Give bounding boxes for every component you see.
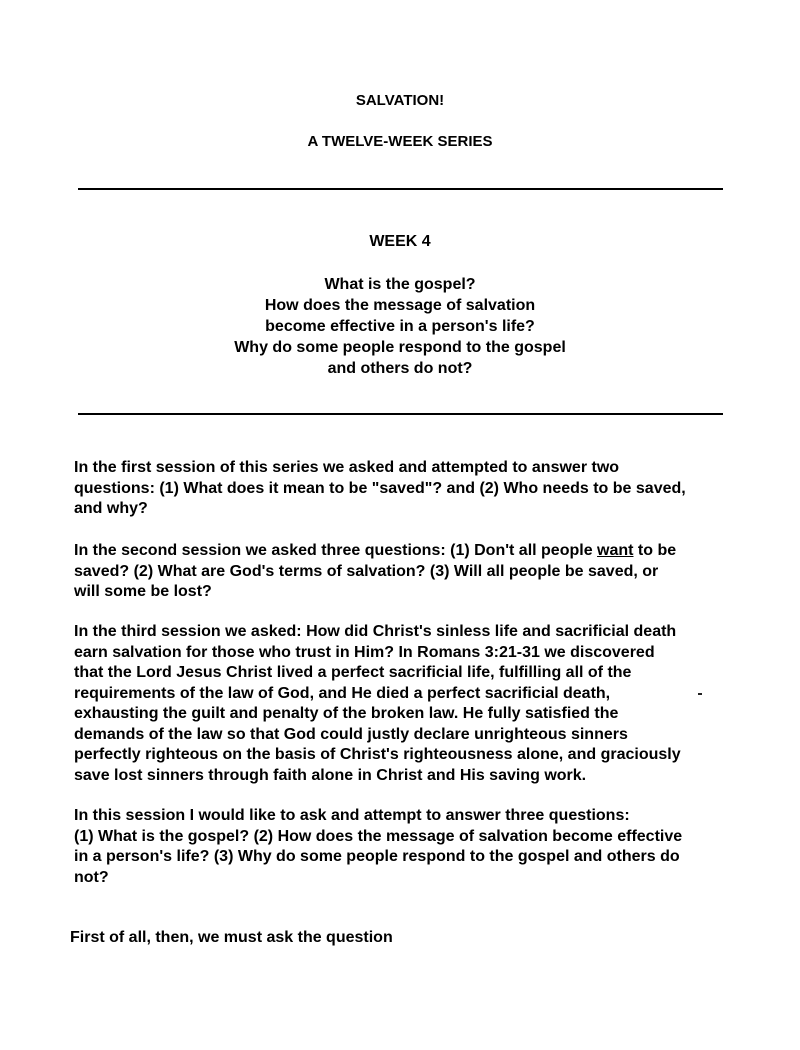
question-line: What is the gospel?	[324, 276, 476, 293]
paragraph-line: exhausting the guilt and penalty of the broken law. He fully satisfied the	[74, 705, 619, 722]
paragraph-line: In the first session of this series we asked and attempted to answer two	[74, 459, 620, 476]
paragraph-this-session	[74, 806, 734, 888]
paragraph-closing	[70, 928, 730, 949]
paragraph-line: In this session I would like to ask and attempt to answer three questions:	[74, 807, 630, 824]
paragraph-line: in a person's life? (3) Why do some people respond to the gospel and others do	[74, 848, 680, 865]
paragraph-third-session	[74, 622, 734, 786]
scan-speck	[698, 693, 702, 695]
paragraph-line	[74, 541, 734, 562]
paragraph-line: In the third session we asked: How did Christ's sinless life and sacrificial death	[74, 623, 677, 640]
paragraph-line: earn salvation for those who trust in Him? In Romans 3:21-31 we discovered	[74, 643, 655, 661]
paragraph-line: questions: (1) What does it mean to be "saved"? and (2) Who needs to be saved,	[74, 479, 686, 497]
paragraph-line: and why?	[74, 500, 148, 517]
question-line: Why do some people respond to the gospel	[234, 339, 566, 356]
document-title: SALVATION!	[355, 92, 445, 109]
paragraph-line: saved? (2) What are God's terms of salvation? (3) Will all people be saved, or	[74, 562, 659, 580]
week-label: WEEK 4	[369, 233, 431, 250]
document-subtitle: A TWELVE-WEEK SERIES	[307, 133, 493, 150]
divider-bottom	[78, 413, 723, 415]
question-line: become effective in a person's life?	[265, 318, 535, 335]
paragraph-line: perfectly righteous on the basis of Christ's righteousness alone, and graciously	[74, 746, 681, 763]
paragraph-first-session	[74, 458, 734, 520]
paragraph-line: save lost sinners through faith alone in Christ and His saving work.	[74, 766, 587, 784]
paragraph-line: First of all, then, we must ask the question	[70, 929, 393, 946]
paragraph-line: that the Lord Jesus Christ lived a perfect sacrificial life, fulfilling all of the	[74, 664, 632, 681]
question-line: and others do not?	[327, 360, 473, 377]
question-line: How does the message of salvation	[264, 297, 536, 314]
paragraph-line: demands of the law so that God could justly declare unrighteous sinners	[74, 725, 628, 743]
week-questions	[0, 274, 800, 379]
paragraph-line: requirements of the law of God, and He died a perfect sacrificial death,	[74, 684, 611, 702]
paragraph-second-session	[74, 541, 734, 603]
text-run: In the second session we asked three questions: (1) Don't all people	[74, 542, 598, 559]
underlined-word: want	[597, 542, 634, 559]
paragraph-line: not?	[74, 868, 109, 886]
divider-top	[78, 188, 723, 190]
text-run: to be	[633, 542, 677, 559]
paragraph-line: (1) What is the gospel? (2) How does the message of salvation become effective	[74, 827, 683, 845]
paragraph-line: will some be lost?	[74, 583, 212, 600]
